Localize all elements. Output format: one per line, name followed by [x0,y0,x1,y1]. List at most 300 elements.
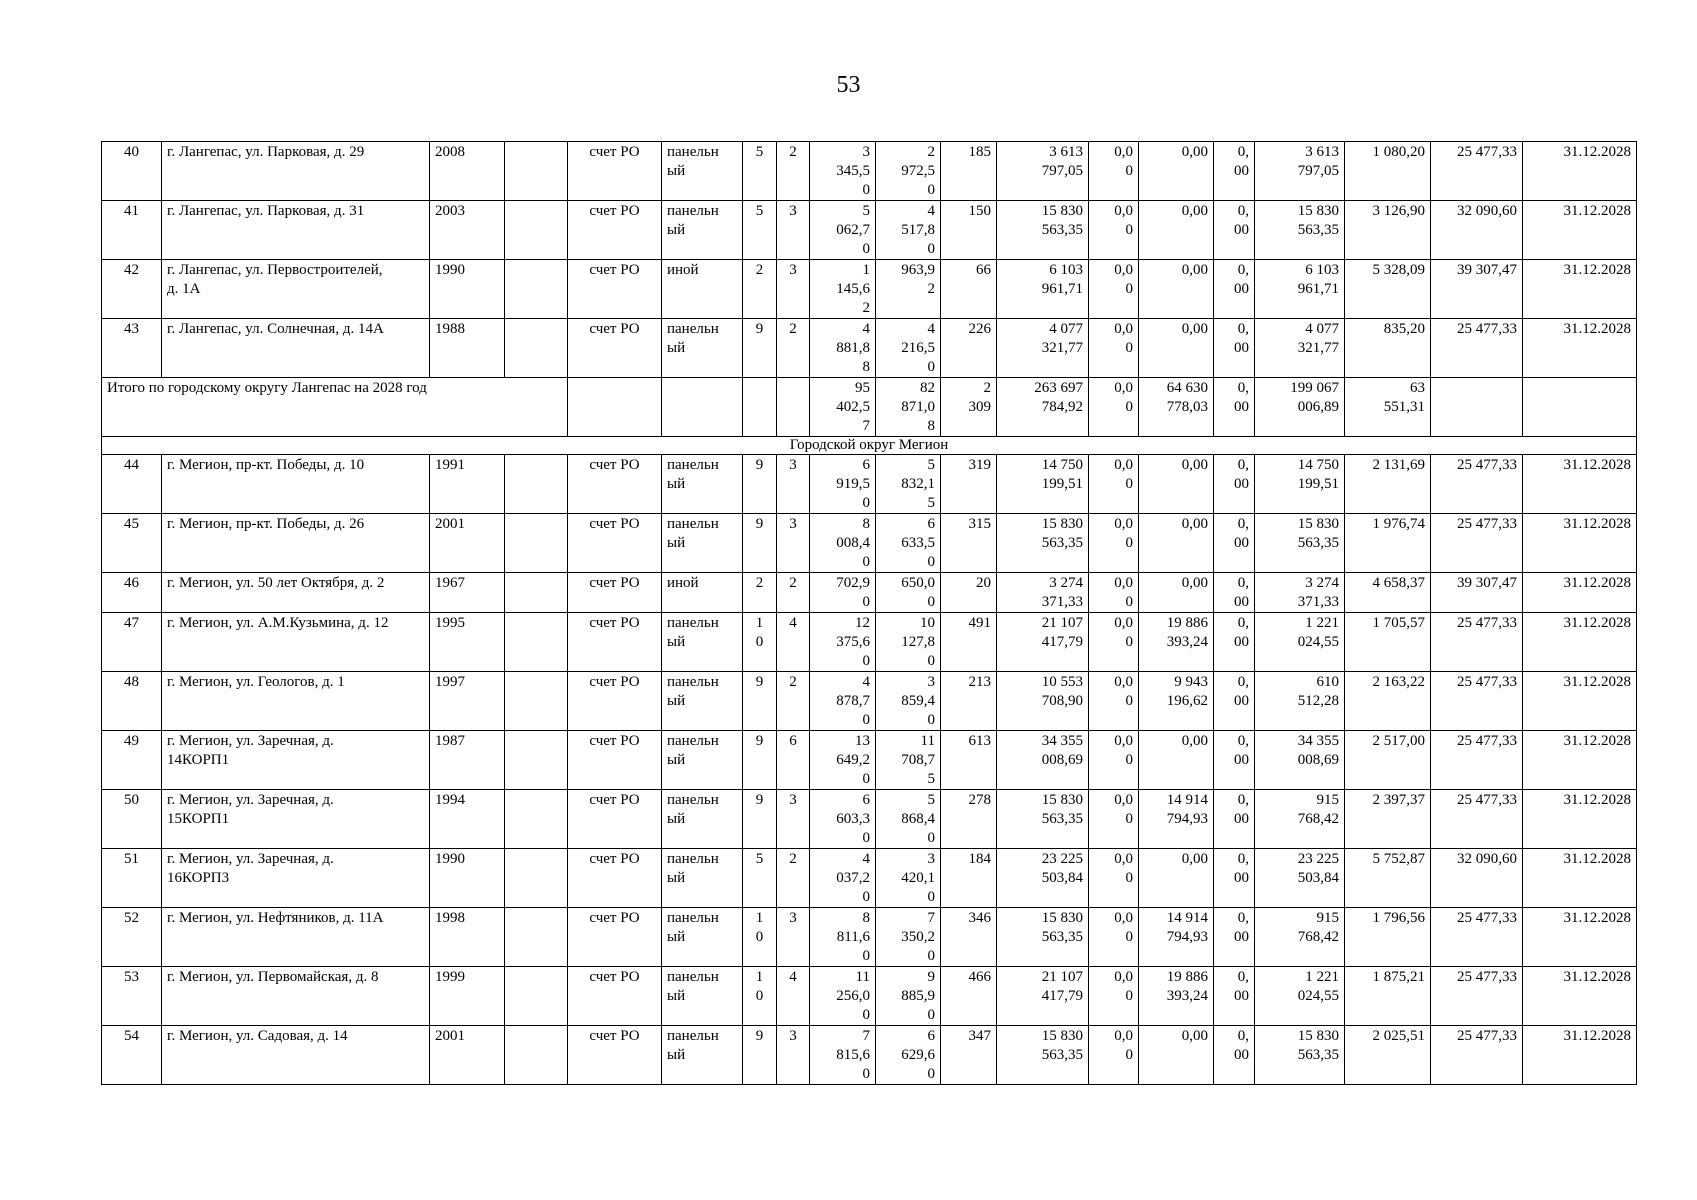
floors: 1 0 [743,967,777,1026]
total-cost: 15 830 563,35 [997,1026,1089,1085]
cost-owners: 34 355 008,69 [1255,731,1345,790]
entrances: 3 [777,790,810,849]
subtotal-empty [777,378,810,437]
subtotal-area-total: 95 402,5 7 [810,378,876,437]
subtotal-c15: 0, 00 [1214,378,1255,437]
area-living: 4 216,5 0 [876,319,941,378]
cost-regional: 0,00 [1139,1026,1214,1085]
wall-material: панельн ый [662,908,743,967]
completion-date: 31.12.2028 [1523,672,1637,731]
cost-regional: 0,00 [1139,731,1214,790]
total-cost: 10 553 708,90 [997,672,1089,731]
entrances: 3 [777,260,810,319]
cost-local: 0, 00 [1214,849,1255,908]
cost-regional: 0,00 [1139,142,1214,201]
row-number: 52 [102,908,162,967]
total-cost: 3 613 797,05 [997,142,1089,201]
area-total: 12 375,6 0 [810,613,876,672]
cost-federal: 0,0 0 [1089,790,1139,849]
residents: 20 [941,573,997,613]
subtotal-empty [662,378,743,437]
cost-limit: 25 477,33 [1431,790,1523,849]
subtotal-cost: 263 697 784,92 [997,378,1089,437]
area-living: 2 972,5 0 [876,142,941,201]
area-living: 5 832,1 5 [876,455,941,514]
completion-date: 31.12.2028 [1523,849,1637,908]
address: г. Мегион, ул. Заречная, д. 16КОРП3 [162,849,430,908]
area-total: 5 062,7 0 [810,201,876,260]
wall-material: панельн ый [662,142,743,201]
cost-federal: 0,0 0 [1089,142,1139,201]
wall-material: панельн ый [662,514,743,573]
completion-date: 31.12.2028 [1523,908,1637,967]
table-body-langepas [102,142,1637,378]
cost-per-sqm: 5 328,09 [1345,260,1431,319]
funding-method: счет РО [568,790,662,849]
area-living: 10 127,8 0 [876,613,941,672]
row-number: 53 [102,967,162,1026]
residents: 466 [941,967,997,1026]
cost-per-sqm: 2 517,00 [1345,731,1431,790]
cost-owners: 915 768,42 [1255,790,1345,849]
wall-material: панельн ый [662,967,743,1026]
cost-owners: 15 830 563,35 [1255,514,1345,573]
floors: 5 [743,849,777,908]
wall-material: панельн ый [662,849,743,908]
empty-cell [505,672,568,731]
cost-federal: 0,0 0 [1089,573,1139,613]
residents: 346 [941,908,997,967]
address: г. Лангепас, ул. Первостроителей, д. 1А [162,260,430,319]
row-number: 40 [102,142,162,201]
area-living: 7 350,2 0 [876,908,941,967]
cost-local: 0, 00 [1214,514,1255,573]
subtotal-c14: 64 630 778,03 [1139,378,1214,437]
funding-method: счет РО [568,455,662,514]
entrances: 3 [777,908,810,967]
funding-method: счет РО [568,260,662,319]
cost-limit: 25 477,33 [1431,1026,1523,1085]
empty-cell [505,849,568,908]
entrances: 4 [777,967,810,1026]
build-year: 1990 [430,260,505,319]
total-cost: 21 107 417,79 [997,967,1089,1026]
total-cost: 3 274 371,33 [997,573,1089,613]
build-year: 1987 [430,731,505,790]
build-year: 1967 [430,573,505,613]
cost-owners: 1 221 024,55 [1255,613,1345,672]
wall-material: иной [662,260,743,319]
entrances: 3 [777,455,810,514]
funding-method: счет РО [568,1026,662,1085]
cost-limit: 25 477,33 [1431,142,1523,201]
cost-per-sqm: 3 126,90 [1345,201,1431,260]
cost-federal: 0,0 0 [1089,260,1139,319]
address: г. Мегион, ул. А.М.Кузьмина, д. 12 [162,613,430,672]
floors: 9 [743,1026,777,1085]
table-row [102,849,1637,908]
table-row [102,455,1637,514]
row-number: 51 [102,849,162,908]
cost-local: 0, 00 [1214,672,1255,731]
cost-federal: 0,0 0 [1089,514,1139,573]
subtotal-label: Итого по городскому округу Лангепас на 2028 год [102,378,568,437]
area-living: 5 868,4 0 [876,790,941,849]
subtotal-c17: 63 551,31 [1345,378,1431,437]
floors: 9 [743,455,777,514]
area-living: 4 517,8 0 [876,201,941,260]
entrances: 2 [777,319,810,378]
cost-local: 0, 00 [1214,142,1255,201]
area-living: 9 885,9 0 [876,967,941,1026]
empty-cell [505,514,568,573]
funding-method: счет РО [568,613,662,672]
residents: 213 [941,672,997,731]
build-year: 2001 [430,1026,505,1085]
table-row [102,967,1637,1026]
cost-per-sqm: 2 025,51 [1345,1026,1431,1085]
address: г. Мегион, ул. Заречная, д. 15КОРП1 [162,790,430,849]
row-number: 50 [102,790,162,849]
table-row [102,790,1637,849]
cost-federal: 0,0 0 [1089,1026,1139,1085]
cost-per-sqm: 2 397,37 [1345,790,1431,849]
completion-date: 31.12.2028 [1523,967,1637,1026]
residents: 491 [941,613,997,672]
area-living: 3 420,1 0 [876,849,941,908]
total-cost: 4 077 321,77 [997,319,1089,378]
cost-local: 0, 00 [1214,731,1255,790]
funding-method: счет РО [568,908,662,967]
cost-limit: 25 477,33 [1431,514,1523,573]
build-year: 1998 [430,908,505,967]
wall-material: панельн ый [662,455,743,514]
entrances: 2 [777,672,810,731]
cost-per-sqm: 1 080,20 [1345,142,1431,201]
cost-limit: 32 090,60 [1431,849,1523,908]
floors: 9 [743,731,777,790]
cost-limit: 39 307,47 [1431,573,1523,613]
entrances: 2 [777,849,810,908]
residents: 319 [941,455,997,514]
residents: 347 [941,1026,997,1085]
area-total: 7 815,6 0 [810,1026,876,1085]
cost-per-sqm: 835,20 [1345,319,1431,378]
subtotal-c16: 199 067 006,89 [1255,378,1345,437]
funding-method: счет РО [568,967,662,1026]
residents: 185 [941,142,997,201]
floors: 9 [743,514,777,573]
cost-federal: 0,0 0 [1089,455,1139,514]
cost-regional: 0,00 [1139,514,1214,573]
completion-date: 31.12.2028 [1523,514,1637,573]
row-number: 49 [102,731,162,790]
cost-owners: 4 077 321,77 [1255,319,1345,378]
table-row [102,514,1637,573]
funding-method: счет РО [568,142,662,201]
subtotal-residents: 2 309 [941,378,997,437]
address: г. Мегион, ул. Нефтяников, д. 11А [162,908,430,967]
cost-federal: 0,0 0 [1089,201,1139,260]
cost-local: 0, 00 [1214,573,1255,613]
cost-local: 0, 00 [1214,1026,1255,1085]
area-living: 963,9 2 [876,260,941,319]
floors: 2 [743,260,777,319]
floors: 9 [743,319,777,378]
area-total: 4 878,7 0 [810,672,876,731]
row-number: 45 [102,514,162,573]
total-cost: 14 750 199,51 [997,455,1089,514]
table-body-megion [102,455,1637,1085]
entrances: 4 [777,613,810,672]
cost-federal: 0,0 0 [1089,672,1139,731]
address: г. Лангепас, ул. Парковая, д. 31 [162,201,430,260]
completion-date: 31.12.2028 [1523,201,1637,260]
total-cost: 15 830 563,35 [997,908,1089,967]
address: г. Мегион, ул. Заречная, д. 14КОРП1 [162,731,430,790]
row-number: 41 [102,201,162,260]
wall-material: панельн ый [662,672,743,731]
residents: 66 [941,260,997,319]
row-number: 43 [102,319,162,378]
completion-date: 31.12.2028 [1523,613,1637,672]
funding-method: счет РО [568,672,662,731]
residents: 278 [941,790,997,849]
area-total: 1 145,6 2 [810,260,876,319]
area-total: 3 345,5 0 [810,142,876,201]
empty-cell [505,731,568,790]
cost-regional: 19 886 393,24 [1139,967,1214,1026]
row-number: 48 [102,672,162,731]
floors: 2 [743,573,777,613]
wall-material: панельн ый [662,319,743,378]
cost-local: 0, 00 [1214,201,1255,260]
cost-local: 0, 00 [1214,319,1255,378]
row-number: 46 [102,573,162,613]
area-living: 650,0 0 [876,573,941,613]
cost-federal: 0,0 0 [1089,319,1139,378]
completion-date: 31.12.2028 [1523,319,1637,378]
funding-method: счет РО [568,319,662,378]
area-total: 702,9 0 [810,573,876,613]
area-total: 13 649,2 0 [810,731,876,790]
address: г. Мегион, ул. 50 лет Октября, д. 2 [162,573,430,613]
wall-material: панельн ый [662,731,743,790]
build-year: 2008 [430,142,505,201]
cost-local: 0, 00 [1214,260,1255,319]
empty-cell [505,260,568,319]
residents: 226 [941,319,997,378]
subtotal-area-living: 82 871,0 8 [876,378,941,437]
cost-federal: 0,0 0 [1089,908,1139,967]
cost-federal: 0,0 0 [1089,967,1139,1026]
address: г. Лангепас, ул. Солнечная, д. 14А [162,319,430,378]
empty-cell [505,573,568,613]
floors: 1 0 [743,613,777,672]
address: г. Мегион, ул. Геологов, д. 1 [162,672,430,731]
cost-local: 0, 00 [1214,613,1255,672]
build-year: 1994 [430,790,505,849]
table-row [102,260,1637,319]
cost-limit: 25 477,33 [1431,613,1523,672]
subtotal-row [102,378,1637,437]
build-year: 2001 [430,514,505,573]
cost-owners: 6 103 961,71 [1255,260,1345,319]
subtotal-empty [1431,378,1523,437]
build-year: 1999 [430,967,505,1026]
area-living: 6 629,6 0 [876,1026,941,1085]
entrances: 2 [777,142,810,201]
empty-cell [505,908,568,967]
build-year: 1991 [430,455,505,514]
cost-limit: 25 477,33 [1431,967,1523,1026]
cost-per-sqm: 1 705,57 [1345,613,1431,672]
table-row [102,319,1637,378]
completion-date: 31.12.2028 [1523,142,1637,201]
build-year: 1995 [430,613,505,672]
housing-repair-table [101,141,1637,1085]
table-row [102,201,1637,260]
total-cost: 15 830 563,35 [997,201,1089,260]
address: г. Мегион, ул. Первомайская, д. 8 [162,967,430,1026]
cost-limit: 25 477,33 [1431,908,1523,967]
residents: 613 [941,731,997,790]
cost-regional: 0,00 [1139,201,1214,260]
cost-regional: 0,00 [1139,455,1214,514]
cost-limit: 25 477,33 [1431,672,1523,731]
empty-cell [505,1026,568,1085]
funding-method: счет РО [568,849,662,908]
address: г. Мегион, ул. Садовая, д. 14 [162,1026,430,1085]
total-cost: 34 355 008,69 [997,731,1089,790]
empty-cell [505,455,568,514]
cost-regional: 14 914 794,93 [1139,908,1214,967]
build-year: 1988 [430,319,505,378]
cost-limit: 25 477,33 [1431,455,1523,514]
cost-regional: 0,00 [1139,849,1214,908]
total-cost: 23 225 503,84 [997,849,1089,908]
section-title: Городской округ Мегион [102,437,1637,455]
empty-cell [505,142,568,201]
cost-local: 0, 00 [1214,908,1255,967]
table-row [102,672,1637,731]
cost-limit: 25 477,33 [1431,731,1523,790]
address: г. Мегион, пр-кт. Победы, д. 26 [162,514,430,573]
cost-owners: 14 750 199,51 [1255,455,1345,514]
subtotal-c13: 0,0 0 [1089,378,1139,437]
total-cost: 15 830 563,35 [997,514,1089,573]
cost-regional: 0,00 [1139,573,1214,613]
area-total: 4 881,8 8 [810,319,876,378]
cost-owners: 15 830 563,35 [1255,201,1345,260]
entrances: 3 [777,1026,810,1085]
empty-cell [505,201,568,260]
build-year: 1997 [430,672,505,731]
entrances: 2 [777,573,810,613]
entrances: 3 [777,201,810,260]
completion-date: 31.12.2028 [1523,790,1637,849]
cost-limit: 39 307,47 [1431,260,1523,319]
area-total: 8 008,4 0 [810,514,876,573]
residents: 315 [941,514,997,573]
cost-per-sqm: 1 875,21 [1345,967,1431,1026]
floors: 9 [743,790,777,849]
cost-owners: 15 830 563,35 [1255,1026,1345,1085]
area-total: 6 603,3 0 [810,790,876,849]
empty-cell [505,967,568,1026]
area-total: 11 256,0 0 [810,967,876,1026]
floors: 9 [743,672,777,731]
wall-material: панельн ый [662,790,743,849]
build-year: 1990 [430,849,505,908]
table-row [102,142,1637,201]
total-cost: 15 830 563,35 [997,790,1089,849]
cost-owners: 3 274 371,33 [1255,573,1345,613]
section-row [102,437,1637,455]
funding-method: счет РО [568,201,662,260]
cost-owners: 1 221 024,55 [1255,967,1345,1026]
funding-method: счет РО [568,514,662,573]
row-number: 42 [102,260,162,319]
empty-cell [505,319,568,378]
cost-federal: 0,0 0 [1089,731,1139,790]
cost-per-sqm: 5 752,87 [1345,849,1431,908]
wall-material: иной [662,573,743,613]
cost-owners: 610 512,28 [1255,672,1345,731]
cost-local: 0, 00 [1214,967,1255,1026]
page-number: 53 [836,72,861,98]
cost-federal: 0,0 0 [1089,613,1139,672]
cost-per-sqm: 4 658,37 [1345,573,1431,613]
cost-regional: 9 943 196,62 [1139,672,1214,731]
total-cost: 21 107 417,79 [997,613,1089,672]
floors: 5 [743,142,777,201]
subtotal-empty [568,378,662,437]
build-year: 2003 [430,201,505,260]
area-total: 8 811,6 0 [810,908,876,967]
row-number: 44 [102,455,162,514]
residents: 150 [941,201,997,260]
area-total: 6 919,5 0 [810,455,876,514]
table-row [102,613,1637,672]
cost-local: 0, 00 [1214,455,1255,514]
area-living: 3 859,4 0 [876,672,941,731]
completion-date: 31.12.2028 [1523,1026,1637,1085]
area-living: 11 708,7 5 [876,731,941,790]
completion-date: 31.12.2028 [1523,573,1637,613]
funding-method: счет РО [568,731,662,790]
floors: 5 [743,201,777,260]
funding-method: счет РО [568,573,662,613]
cost-per-sqm: 2 163,22 [1345,672,1431,731]
address: г. Мегион, пр-кт. Победы, д. 10 [162,455,430,514]
row-number: 47 [102,613,162,672]
cost-owners: 3 613 797,05 [1255,142,1345,201]
subtotal-empty [743,378,777,437]
cost-limit: 25 477,33 [1431,319,1523,378]
empty-cell [505,790,568,849]
cost-regional: 0,00 [1139,319,1214,378]
wall-material: панельн ый [662,1026,743,1085]
cost-regional: 14 914 794,93 [1139,790,1214,849]
cost-regional: 0,00 [1139,260,1214,319]
table-row [102,731,1637,790]
cost-owners: 915 768,42 [1255,908,1345,967]
floors: 1 0 [743,908,777,967]
subtotal-empty [1523,378,1637,437]
table-row [102,908,1637,967]
entrances: 6 [777,731,810,790]
